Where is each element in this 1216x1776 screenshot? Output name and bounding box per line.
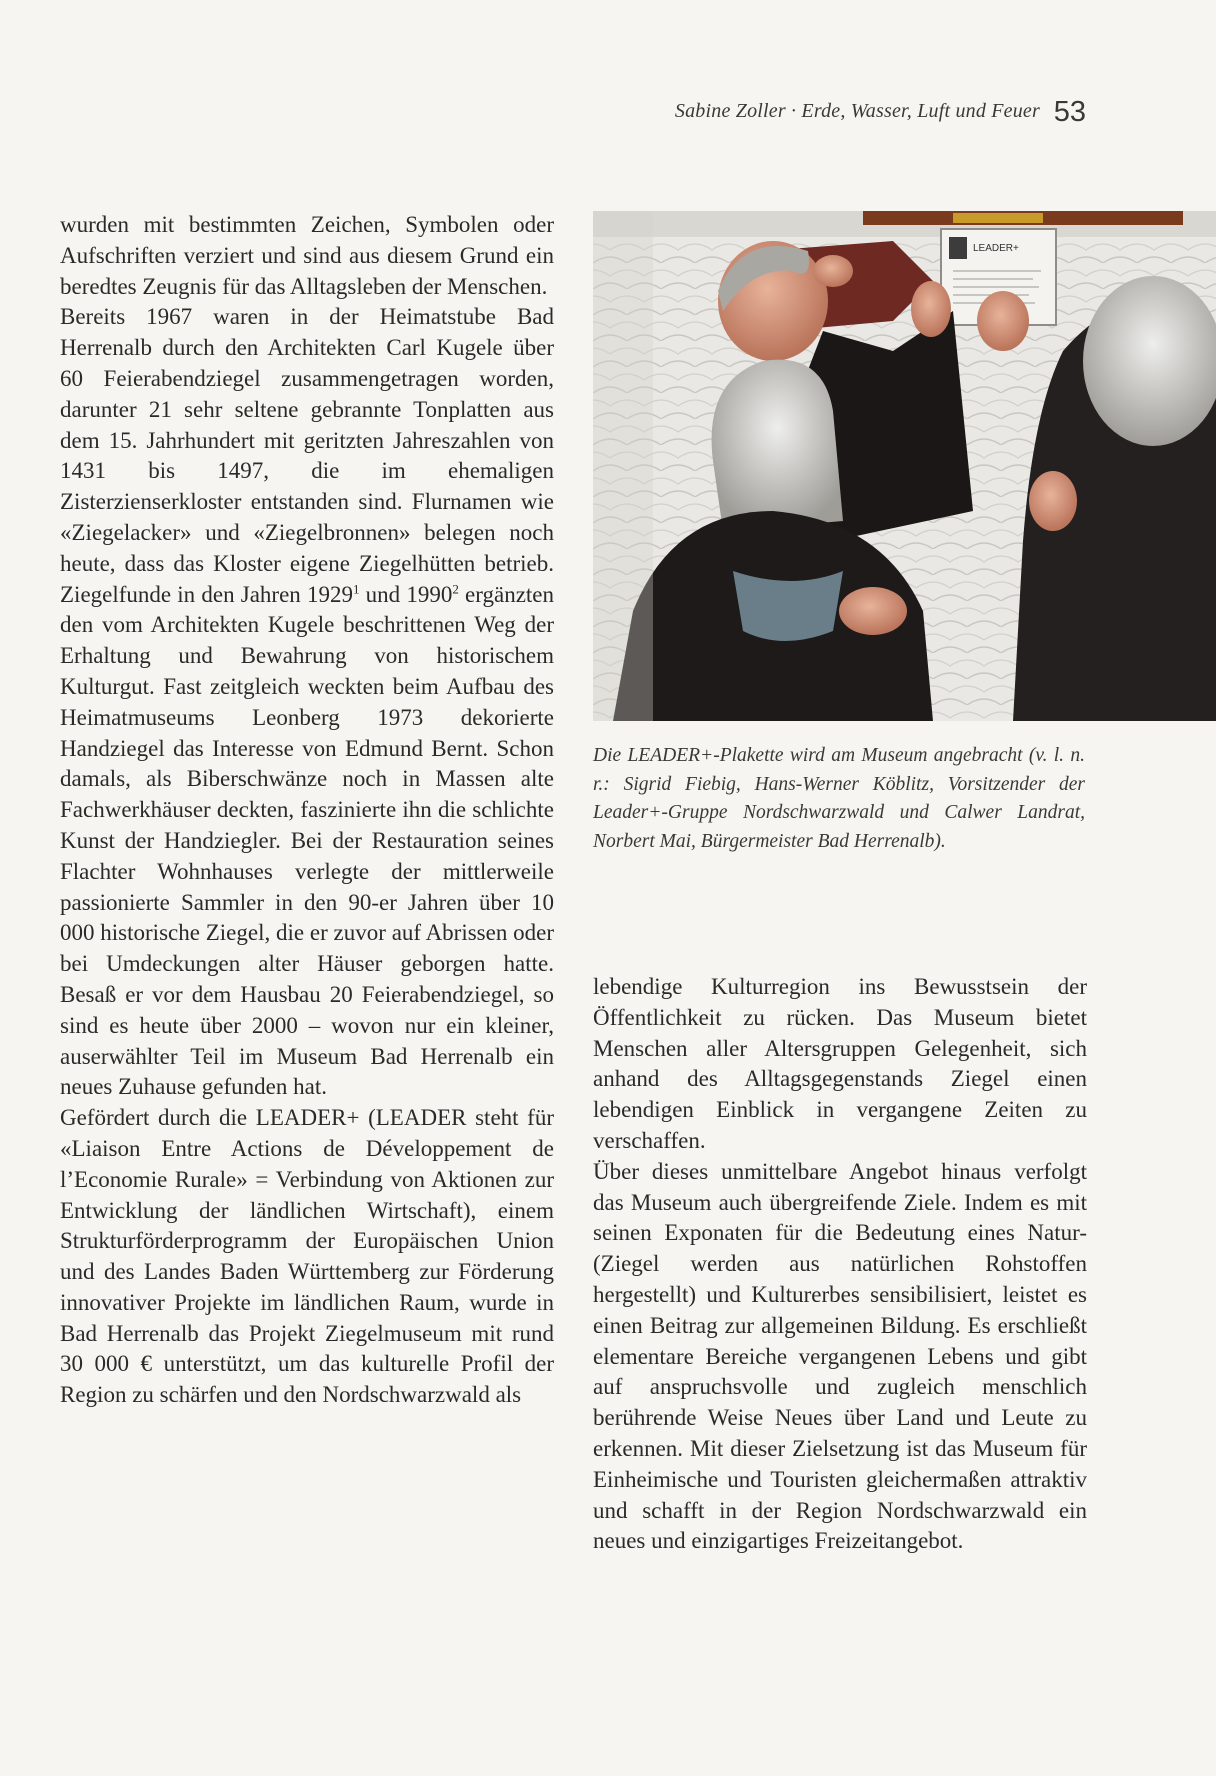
right-column xyxy=(593,972,1087,1557)
paragraph: Gefördert durch die LEADER+ (LEADER steht für «Liaison Entre Actions de Développement de l’Economie Rurale» = Verbindung von Aktionen zur Entwicklung der ländlichen Wirtschaft), einem Strukturförderprogramm der Europäischen Union und des Landes Baden Württemberg zur Förderung innovativer Projekte im ländlichen Raum, wurde in Bad Herrenalb das Projekt Ziegelmuseum mit rund 30 000 € unterstützt, um das kulturelle Profil der Region zu schärfen und den Nordschwarzwald als xyxy=(60,1105,554,1408)
photo-illustration xyxy=(593,211,1216,721)
paragraph: wurden mit bestimmten Zeichen, Symbolen oder Aufschriften verziert und sind aus diesem Grund ein beredtes Zeugnis für das Alltagsleben der Menschen. xyxy=(60,212,554,299)
footnote-ref: 2 xyxy=(452,580,459,596)
plaque-label: LEADER+ xyxy=(973,243,1019,254)
paragraph xyxy=(60,302,554,1103)
photo-caption: Die LEADER+-Plakette wird am Museum angebracht (v. l. n. r.: Sigrid Fiebig, Hans-Werner Köblitz, Vorsitzender der Leader+-Gruppe Nordschwarzwald und Calwer Landrat, Norbert Mai, Bürgermeister Bad Herrenalb). xyxy=(593,745,1085,852)
left-column xyxy=(60,210,554,1411)
text-run: und 1990 xyxy=(359,581,453,607)
page-number: 53 xyxy=(1053,96,1086,128)
photo xyxy=(593,211,1216,721)
paragraph: Über dieses unmittelbare Angebot hinaus verfolgt das Museum auch übergreifende Ziele. Indem es mit seinen Exponaten für die Bedeutung eines Natur- (Ziegel werden aus natürlichen Rohstoffen hergestellt) und Kulturerbes sensibilisiert, leistet es einen Beitrag zur allgemeinen Bildung. Es erschließt elementare Bereiche vergangenen Lebens und gibt auf anspruchsvolle und zugleich menschlich berührende Weise Neues über Land und Leute zu erkennen. Mit dieser Zielsetzung ist das Museum für Einheimische und Touristen gleichermaßen attraktiv und schafft in der Region Nordschwarzwald ein neues und einzigartiges Freizeitangebot. xyxy=(593,1158,1087,1554)
footnote-ref: 1 xyxy=(352,580,360,596)
paragraph: lebendige Kulturregion ins Bewusstsein der Öffentlichkeit zu rücken. Das Museum bietet Menschen aller Altersgruppen Gelegenheit, sich anhand des Alltagsgegenstands Ziegel einen lebendigen Einblick in vergangene Zeiten zu verschaffen. xyxy=(593,974,1087,1153)
text-run: Bereits 1967 waren in der Heimatstube Bad Herrenalb durch den Architekten Carl Kugele über 60 Feierabendziegel zusammengetragen worden, darunter 21 sehr seltene gebrannte Tonplatten aus dem 15. Jahrhundert mit geritzten Jahreszahlen von 1431 bis 1497, die im ehemaligen Zisterzienserkloster entstanden sind. Flurnamen wie «Ziegelacker» und «Ziegelbronnen» belegen noch heute, dass das Kloster eigene Ziegelhütten betrieb. Ziegelfunde in den Jahren 1929 xyxy=(60,304,554,607)
running-head: Sabine Zoller · Erde, Wasser, Luft und Feuer xyxy=(674,100,1040,122)
text-run: ergänzten den vom Architekten Kugele beschrittenen Weg der Erhaltung und Bewahrung von historischem Kulturgut. Fast zeitgleich weckten beim Aufbau des Heimatmuseums Leonberg 1973 dekorierte Handziegel das Interesse von Edmund Bernt. Schon damals, als Biberschwänze noch in Massen alte Fachwerkhäuser deckten, faszinierte ihn die schlichte Kunst der Handziegler. Bei der Restauration seines Flachter Wohnhauses verlegte der mittlerweile passionierte Sammler in den 90-er Jahren über 10 000 historische Ziegel, die er zuvor auf Abrissen oder bei Umdeckungen alter Häuser geborgen hatte. Besaß er vor dem Hausbau 20 Feierabendziegel, so sind es heute über 2000 – wovon nur ein kleiner, auserwählter Teil im Museum Bad Herrenalb ein neues Zuhause gefunden hat. xyxy=(60,581,555,1100)
